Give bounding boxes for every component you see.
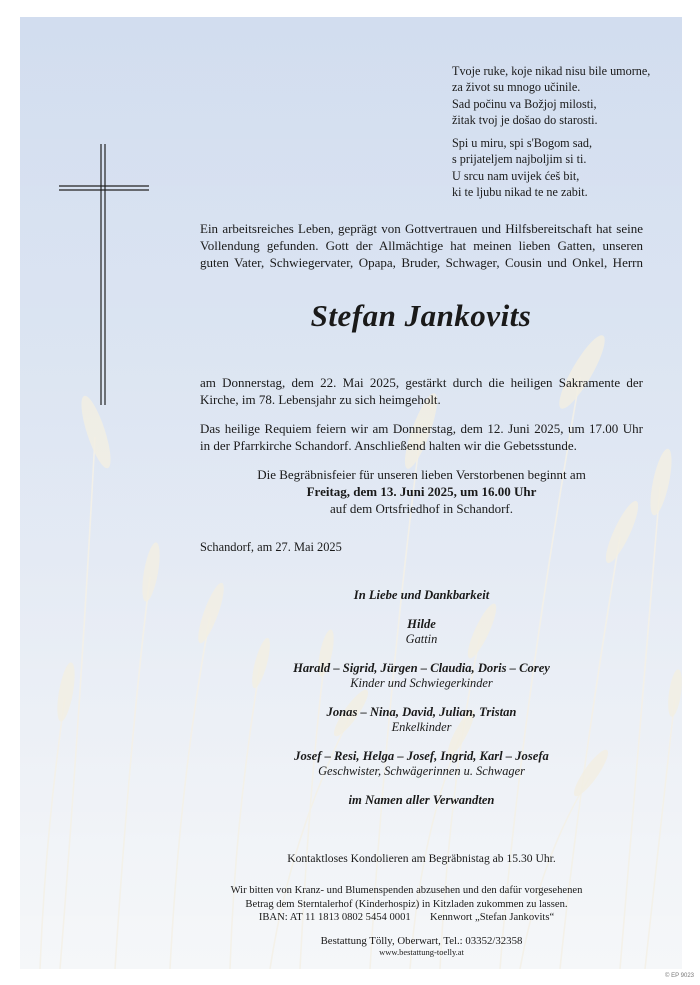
requiem-line: Das heilige Requiem feiern wir am Donnerstag, dem 12. Juni 2025, um 17.00 Uhr <box>200 421 643 436</box>
donation-bank-line <box>170 911 643 925</box>
death-line: Kirche, im 78. Lebensjahr zu sich heimgeholt. <box>200 392 441 407</box>
poem-stanza-2 <box>452 135 682 200</box>
poem-line: U srcu nam uvijek ćeš bit, <box>452 168 580 183</box>
place-date: Schandorf, am 27. Mai 2025 <box>200 540 342 554</box>
siblings-role: Geschwister, Schwägerinnen u. Schwager <box>318 764 525 778</box>
requiem-paragraph <box>200 420 643 454</box>
grandchildren-names: Jonas – Nina, David, Julian, Tristan <box>326 705 517 719</box>
burial-date: Freitag, dem 13. Juni 2025, um 16.00 Uhr <box>306 484 537 499</box>
intro-line: Vollendung gefunden. Gott der Allmächtige hat meinen lieben Gatten, unseren <box>200 238 643 253</box>
relatives-line: im Namen aller Verwandten <box>348 793 495 807</box>
mourners-block <box>200 588 643 808</box>
poem-line: Tvoje ruke, koje nikad nisu bile umorne, <box>452 64 651 78</box>
intro-paragraph <box>200 220 643 271</box>
death-line: am Donnerstag, dem 22. Mai 2025, gestärkt durch die heiligen Sakramente der <box>200 375 643 390</box>
wife-name: Hilde <box>407 617 436 631</box>
poem-line: ki te ljubu nikad te ne zabit. <box>452 184 588 199</box>
print-stamp: © EP 9023 <box>665 973 694 979</box>
intro-line: Ein arbeitsreiches Leben, geprägt von Gottvertrauen und Hilfsbereitschaft hat seine <box>200 221 643 236</box>
children-role: Kinder und Schwiegerkinder <box>350 676 493 690</box>
poem-line: žitak tvoj je došao do starosti. <box>452 112 598 127</box>
poem-line: za život su mnogo učinile. <box>452 80 581 95</box>
undertaker-web: www.bestattung-toelly.at <box>379 947 464 957</box>
mourners-heading: In Liebe und Dankbarkeit <box>353 588 490 602</box>
grandchildren-role: Enkelkinder <box>391 720 452 734</box>
poem-line: Sad počinu va Božjoj milosti, <box>452 96 597 111</box>
donation-line: Betrag dem Sterntalerhof (Kinderhospiz) in Kitzladen zukommen zu lassen. <box>245 898 568 910</box>
burial-paragraph <box>200 466 643 517</box>
obituary-card <box>20 17 682 969</box>
donation-iban: IBAN: AT 11 1813 0802 5454 0001 <box>258 912 411 923</box>
condolence-note: Kontaktloses Kondolieren am Begräbnistag ab 15.30 Uhr. <box>287 852 556 865</box>
poem-line: s prijateljem najboljim si ti. <box>452 152 587 167</box>
wife-role: Gattin <box>405 632 438 646</box>
undertaker-line: Bestattung Tölly, Oberwart, Tel.: 03352/32358 <box>320 935 523 947</box>
burial-line: Die Begräbnisfeier für unseren lieben Verstorbenen beginnt am <box>257 467 586 482</box>
poem-stanza-1 <box>452 63 682 128</box>
deceased-name: Stefan Jankovits <box>310 298 532 333</box>
undertaker-block <box>200 935 643 957</box>
children-names: Harald – Sigrid, Jürgen – Claudia, Doris – Corey <box>293 661 550 675</box>
requiem-line: in der Pfarrkirche Schandorf. Anschließend halten wir die Gebetsstunde. <box>200 438 577 453</box>
intro-line: guten Vater, Schwiegervater, Opapa, Bruder, Schwager, Cousin und Onkel, Herrn <box>200 255 643 270</box>
siblings-names: Josef – Resi, Helga – Josef, Ingrid, Karl – Josefa <box>294 749 549 763</box>
poem-line: Spi u miru, spi s'Bogom sad, <box>452 136 592 150</box>
donation-block <box>170 884 643 925</box>
burial-line: auf dem Ortsfriedhof in Schandorf. <box>329 501 514 516</box>
donation-keyword: Kennwort „Stefan Jankovits“ <box>430 912 555 923</box>
donation-line: Wir bitten von Kranz- und Blumenspenden abzusehen und den dafür vorgesehenen <box>230 885 583 896</box>
death-paragraph <box>200 374 643 408</box>
cross-icon <box>58 142 150 407</box>
